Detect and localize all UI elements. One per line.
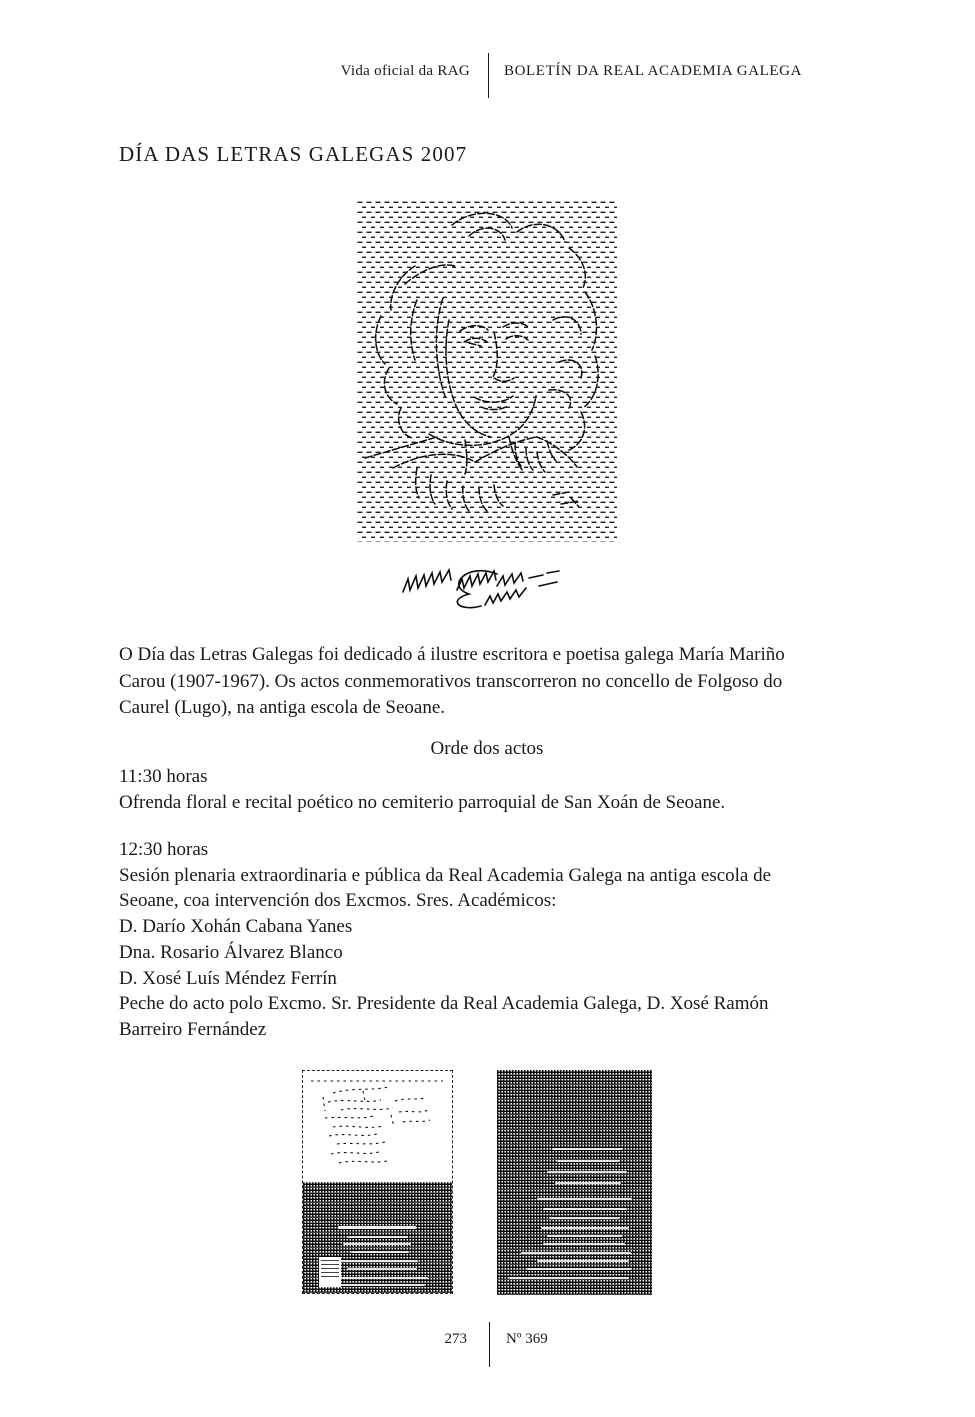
thumbnail-sketch: [303, 1071, 452, 1183]
schedule-heading: Orde dos actos: [430, 738, 544, 759]
intro-line: Caurel (Lugo), na antiga escola de Seoane.: [119, 697, 446, 718]
text-line-hint: [521, 1252, 631, 1254]
schedule-line: Peche do acto polo Excmo. Sr. Presidente da Real Academia Galega, D. Xosé Ramón: [119, 993, 769, 1015]
header-publication-label: BOLETÍN DA REAL ACADEMIA GALEGA: [504, 63, 803, 79]
text-line-hint: [347, 1268, 417, 1270]
intro-line: Carou (1907-1967). Os actos conmemorativos transcorreron no concello de Folgoso do: [119, 670, 783, 692]
thumbnail-dark-panel: [303, 1182, 452, 1293]
footer-issue-number: Nº 369: [506, 1331, 548, 1347]
text-line-hint: [351, 1251, 409, 1253]
schedule-time: 11:30 horas: [119, 766, 208, 787]
schedule-line: D. Xosé Luís Méndez Ferrín: [119, 967, 337, 989]
schedule-line: Seoane, coa intervención dos Excmos. Sres. Académicos:: [119, 890, 557, 912]
text-line-hint: [552, 1148, 622, 1150]
cover-thumbnail-right: [497, 1070, 652, 1295]
text-line-hint: [555, 1182, 621, 1184]
text-line-hint: [537, 1260, 629, 1262]
header-divider: [488, 53, 489, 98]
text-line-hint: [541, 1227, 629, 1229]
text-line-hint: [547, 1235, 622, 1237]
text-line-hint: [348, 1236, 408, 1238]
cover-thumbnail-left: [302, 1070, 453, 1294]
text-line-hint: [527, 1268, 631, 1270]
text-line-hint: [509, 1277, 629, 1279]
schedule-item-2: [119, 837, 771, 1043]
intro-paragraph: [119, 642, 785, 722]
text-line-hint: [537, 1198, 632, 1200]
text-line-hint: [343, 1243, 411, 1245]
schedule-line: Dna. Rosario Álvarez Blanco: [119, 941, 343, 963]
text-line-hint: [543, 1208, 627, 1210]
schedule-line: Ofrenda floral e recital poético no cemiterio parroquial de San Xoán de Seoane.: [119, 791, 726, 813]
schedule-line: Sesión plenaria extraordinaria e pública da Real Academia Galega na antiga escola de: [119, 864, 772, 886]
header-section-label: Vida oficial da RAG: [340, 63, 470, 79]
intro-line: O Día das Letras Galegas foi dedicado á ilustre escritora e poetisa galega María Mariño: [119, 644, 785, 665]
schedule-time: 12:30 horas: [119, 839, 209, 860]
footer-page-number: 273: [444, 1331, 467, 1347]
schedule-item-1: [119, 764, 725, 815]
schedule-line: D. Darío Xohán Cabana Yanes: [119, 916, 353, 938]
text-line-hint: [327, 1284, 425, 1286]
text-line-hint: [547, 1171, 627, 1173]
text-line-hint: [338, 1226, 416, 1229]
schedule-line: Barreiro Fernández: [119, 1018, 267, 1040]
thumbnail-logo-box: [319, 1257, 341, 1287]
text-line-hint: [549, 1217, 619, 1219]
signature-image: [397, 560, 573, 612]
footer-divider: [489, 1322, 490, 1367]
text-line-hint: [333, 1260, 418, 1262]
text-line-hint: [543, 1243, 625, 1245]
page-title: DÍA DAS LETRAS GALEGAS 2007: [119, 142, 468, 166]
text-line-hint: [557, 1160, 619, 1162]
portrait-halftone-image: [357, 200, 617, 542]
